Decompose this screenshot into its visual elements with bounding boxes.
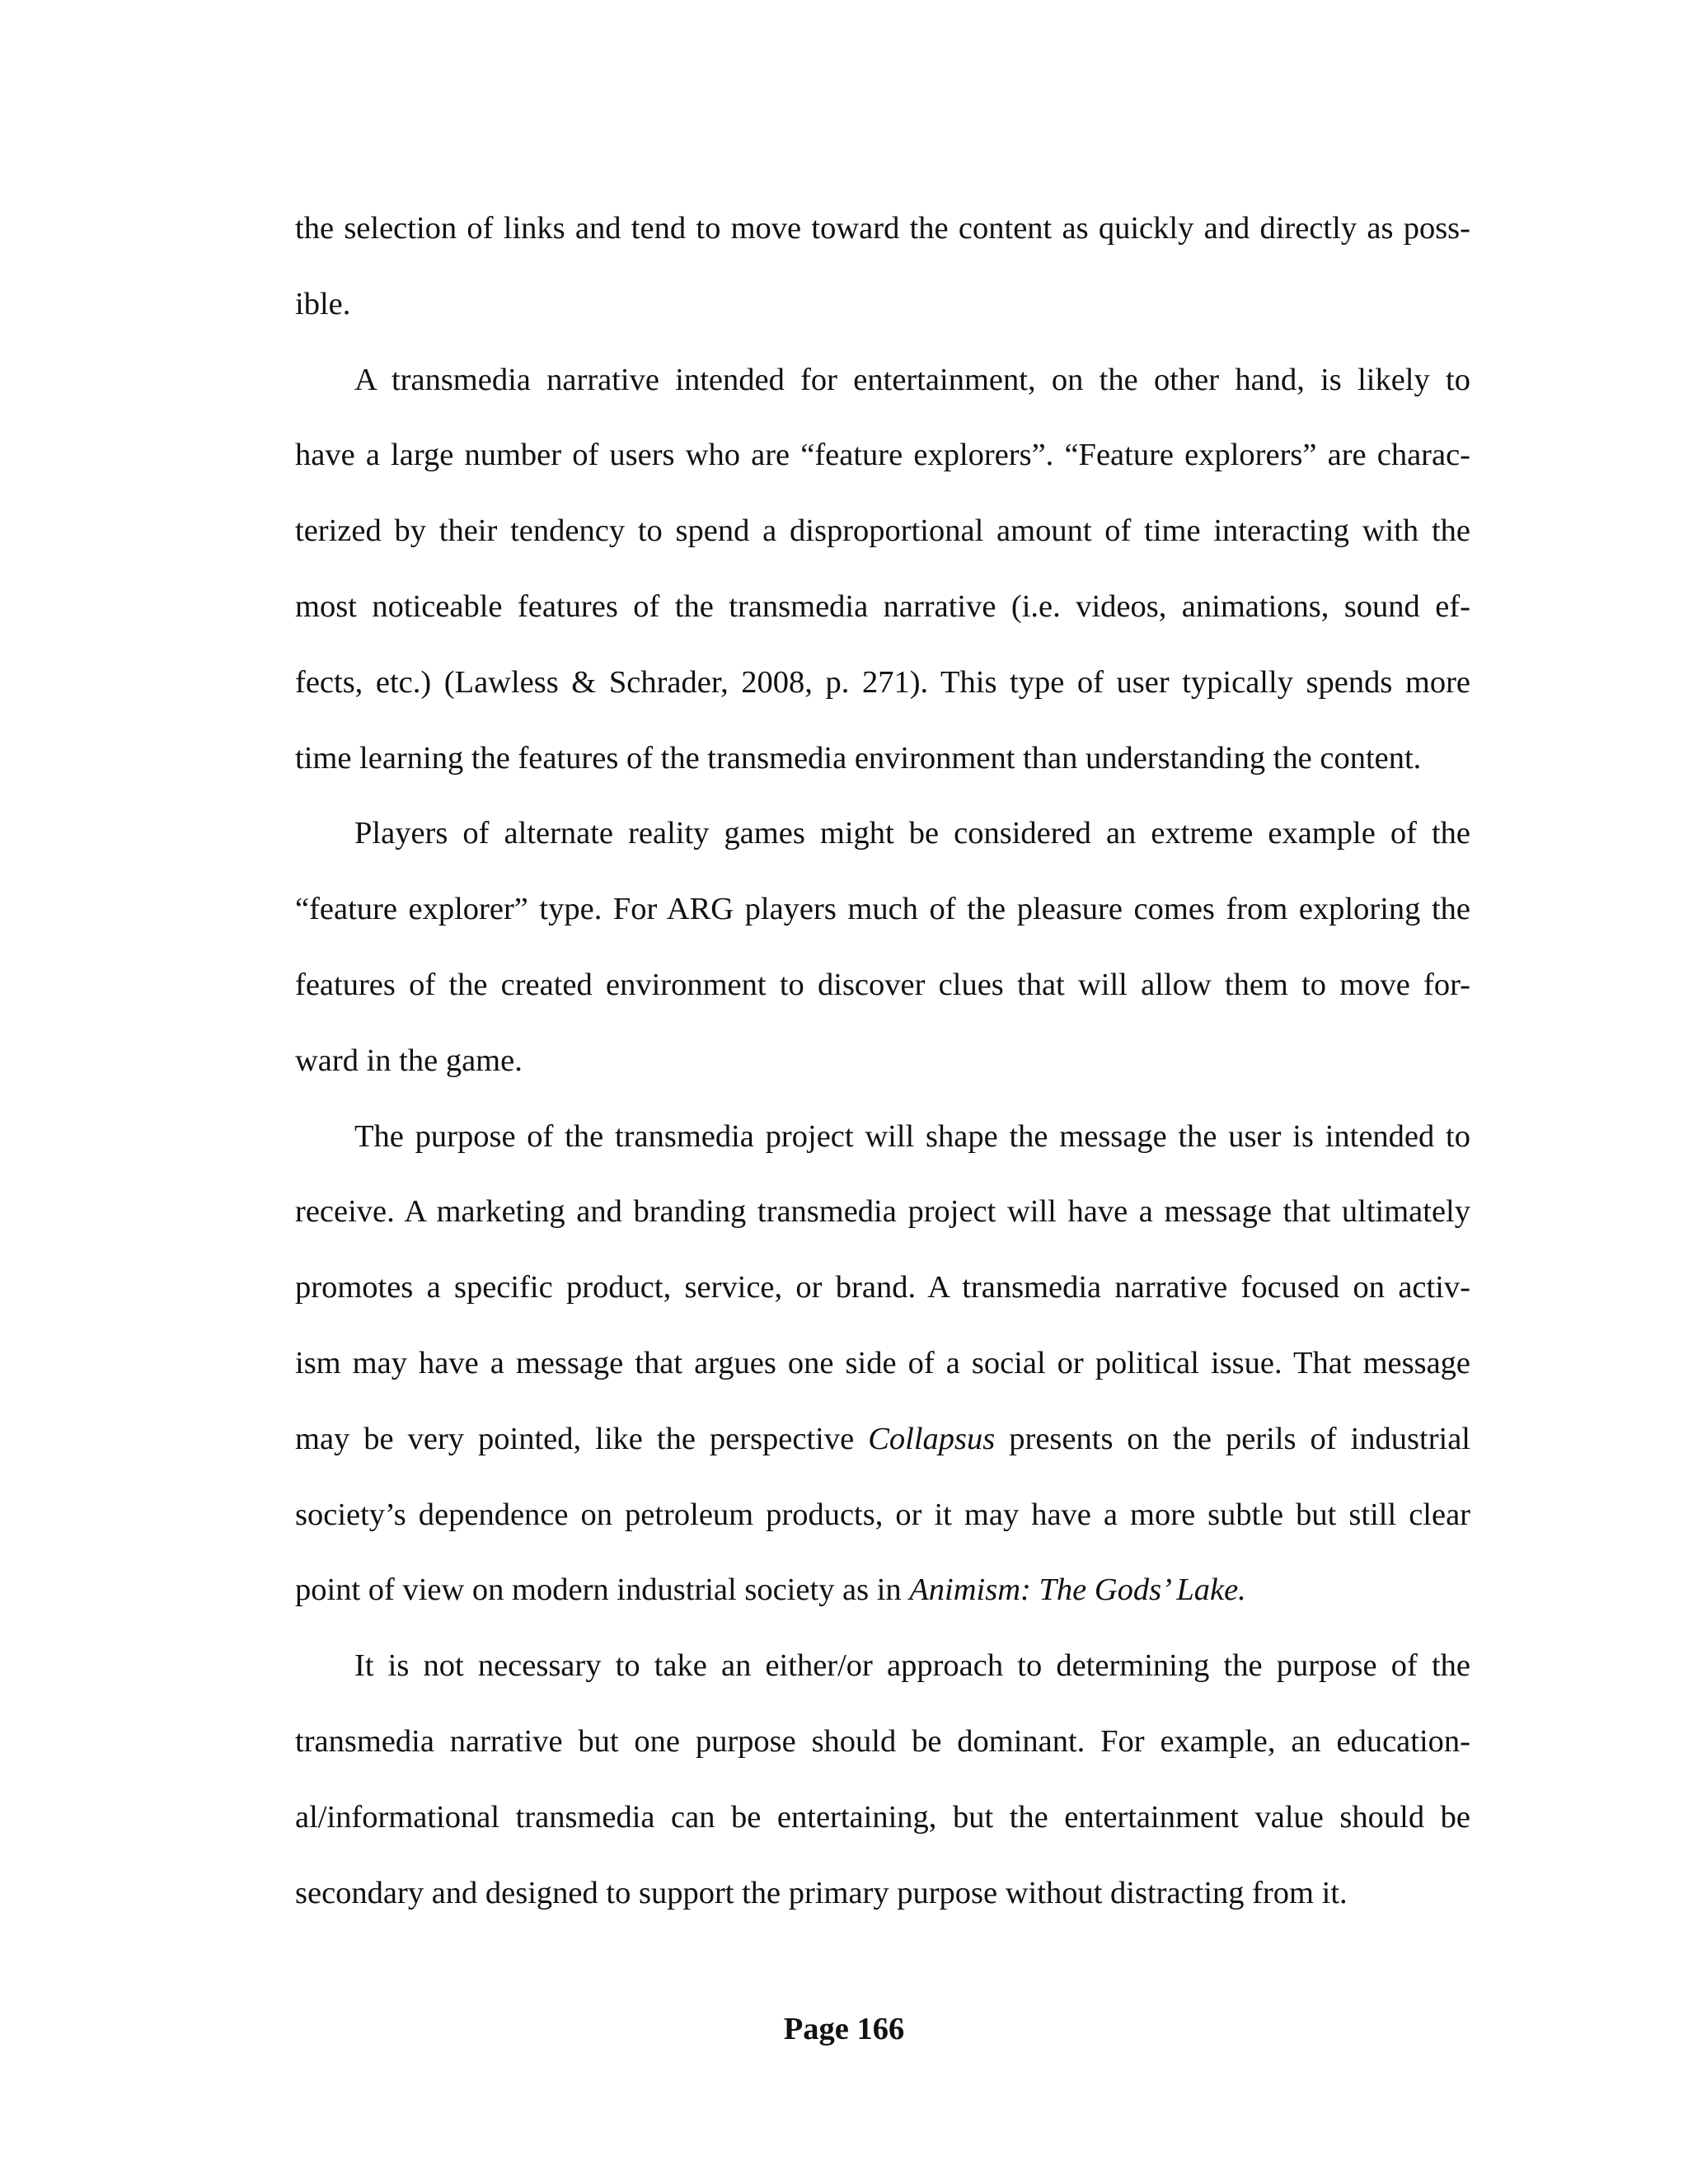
- text-line: transmedia narrative but one purpose should be dominant. For example, an education-: [295, 1723, 1470, 1759]
- text-line: Players of alternate reality games might be considered an extreme example of the: [354, 816, 1470, 851]
- body-text: [295, 191, 1470, 1931]
- text-line: may be very pointed, like the perspective Collapsus presents on the perils of industrial: [295, 1421, 1470, 1456]
- text-line: promotes a specific product, service, or brand. A transmedia narrative focused on activ-: [295, 1270, 1470, 1305]
- text-line: features of the created environment to discover clues that will allow them to move for-: [295, 967, 1470, 1002]
- text-line: receive. A marketing and branding transmedia project will have a message that ultimately: [295, 1194, 1470, 1230]
- text-line: It is not necessary to take an either/or approach to determining the purpose of the: [354, 1648, 1470, 1684]
- text-line: time learning the features of the transmedia environment than understanding the content.: [295, 740, 1422, 776]
- text-line: the selection of links and tend to move toward the content as quickly and directly as poss-: [295, 211, 1470, 246]
- text-line: A transmedia narrative intended for entertainment, on the other hand, is likely to: [354, 362, 1470, 397]
- text-line: society’s dependence on petroleum products, or it may have a more subtle but still clear: [295, 1497, 1470, 1532]
- text-line: al/informational transmedia can be entertaining, but the entertainment value should be: [295, 1799, 1470, 1835]
- text-line: point of view on modern industrial society as in Animism: The Gods’ Lake.: [295, 1572, 1246, 1608]
- text-line: ible.: [295, 286, 351, 321]
- text-line: ward in the game.: [295, 1043, 523, 1078]
- text-line: The purpose of the transmedia project will shape the message the user is intended to: [354, 1118, 1470, 1154]
- text-line: ism may have a message that argues one side of a social or political issue. That message: [295, 1345, 1470, 1380]
- text-line: have a large number of users who are “feature explorers”. “Feature explorers” are charac-: [295, 438, 1470, 473]
- page-number: Page 166: [783, 2012, 905, 2046]
- text-line: secondary and designed to support the primary purpose without distracting from it.: [295, 1875, 1348, 1910]
- text-line: fects, etc.) (Lawless & Schrader, 2008, p. 271). This type of user typically spends more: [295, 664, 1470, 700]
- text-line: terized by their tendency to spend a disproportional amount of time interacting with the: [295, 513, 1470, 549]
- text-line: “feature explorer” type. For ARG players much of the pleasure comes from exploring the: [295, 892, 1470, 927]
- text-line: most noticeable features of the transmedia narrative (i.e. videos, animations, sound ef-: [295, 588, 1470, 624]
